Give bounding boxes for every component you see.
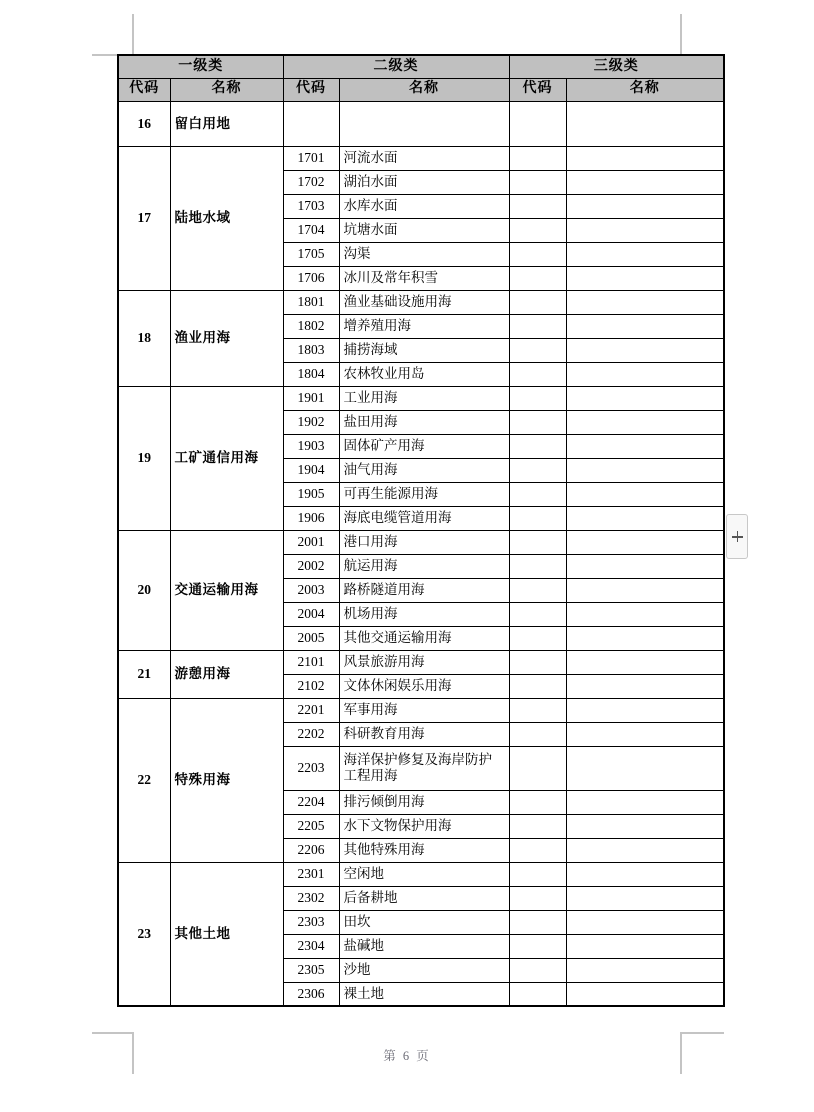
level2-name-cell: 工业用海 — [339, 386, 509, 410]
level2-name-cell: 航运用海 — [339, 554, 509, 578]
level3-code-cell — [509, 101, 566, 146]
table-row — [118, 386, 724, 410]
level2-code-cell: 2005 — [283, 626, 339, 650]
level2-name-cell: 增养殖用海 — [339, 314, 509, 338]
level3-name-cell — [566, 266, 724, 290]
level2-name-cell: 军事用海 — [339, 698, 509, 722]
land-use-classification-table — [117, 54, 725, 1007]
level3-name-cell — [566, 242, 724, 266]
level2-code-cell: 1801 — [283, 290, 339, 314]
level3-name-cell — [566, 814, 724, 838]
level2-code-cell: 1904 — [283, 458, 339, 482]
level3-name-cell — [566, 338, 724, 362]
level2-code-cell: 2303 — [283, 910, 339, 934]
level3-code-cell — [509, 170, 566, 194]
level2-code-cell: 2203 — [283, 746, 339, 790]
level3-code-cell — [509, 698, 566, 722]
level3-name-cell — [566, 386, 724, 410]
level2-code-cell: 1906 — [283, 506, 339, 530]
table-header-sub-row — [118, 78, 724, 101]
level2-code-cell: 2204 — [283, 790, 339, 814]
level2-code-cell: 1703 — [283, 194, 339, 218]
level1-code-cell: 19 — [118, 386, 170, 530]
level3-code-cell — [509, 578, 566, 602]
level2-code-cell: 2304 — [283, 934, 339, 958]
crop-mark-horizontal — [92, 1032, 134, 1034]
level2-code-cell: 2301 — [283, 862, 339, 886]
level3-code-cell — [509, 982, 566, 1006]
level2-code-cell — [283, 101, 339, 146]
level3-code-cell — [509, 458, 566, 482]
level2-code-cell: 2004 — [283, 602, 339, 626]
level2-name-cell: 盐田用海 — [339, 410, 509, 434]
level3-code-cell — [509, 674, 566, 698]
level1-name-cell: 特殊用海 — [170, 698, 283, 862]
header-level2-name: 名称 — [339, 78, 509, 101]
level3-name-cell — [566, 934, 724, 958]
header-level3-code: 代码 — [509, 78, 566, 101]
level3-code-cell — [509, 434, 566, 458]
level3-name-cell — [566, 146, 724, 170]
level2-name-cell: 坑塘水面 — [339, 218, 509, 242]
level2-code-cell: 2306 — [283, 982, 339, 1006]
level3-name-cell — [566, 886, 724, 910]
level3-name-cell — [566, 650, 724, 674]
level2-name-cell: 田坎 — [339, 910, 509, 934]
level3-name-cell — [566, 838, 724, 862]
level3-code-cell — [509, 338, 566, 362]
level2-name-cell: 渔业基础设施用海 — [339, 290, 509, 314]
level1-name-cell: 交通运输用海 — [170, 530, 283, 650]
level2-name-cell: 湖泊水面 — [339, 170, 509, 194]
level3-name-cell — [566, 314, 724, 338]
table-row — [118, 698, 724, 722]
level2-code-cell: 2305 — [283, 958, 339, 982]
level3-code-cell — [509, 290, 566, 314]
level2-name-cell: 排污倾倒用海 — [339, 790, 509, 814]
level2-name-cell: 盐碱地 — [339, 934, 509, 958]
level2-name-cell: 农林牧业用岛 — [339, 362, 509, 386]
level2-name-cell: 海底电缆管道用海 — [339, 506, 509, 530]
level2-name-cell: 捕捞海域 — [339, 338, 509, 362]
level2-name-cell: 沟渠 — [339, 242, 509, 266]
level3-code-cell — [509, 722, 566, 746]
level3-code-cell — [509, 626, 566, 650]
level2-name-cell: 裸土地 — [339, 982, 509, 1006]
level1-code-cell: 21 — [118, 650, 170, 698]
level2-name-cell: 港口用海 — [339, 530, 509, 554]
level2-code-cell: 2003 — [283, 578, 339, 602]
level3-code-cell — [509, 554, 566, 578]
header-level3-group: 三级类 — [509, 55, 724, 78]
level3-code-cell — [509, 602, 566, 626]
level3-name-cell — [566, 170, 724, 194]
page-footer: 第 6 页 — [383, 1049, 431, 1063]
level2-name-cell: 可再生能源用海 — [339, 482, 509, 506]
level2-code-cell: 2002 — [283, 554, 339, 578]
level3-code-cell — [509, 530, 566, 554]
level3-code-cell — [509, 790, 566, 814]
level3-name-cell — [566, 101, 724, 146]
level3-code-cell — [509, 886, 566, 910]
level2-code-cell: 2201 — [283, 698, 339, 722]
table-row — [118, 862, 724, 886]
level3-code-cell — [509, 958, 566, 982]
level2-name-cell: 水库水面 — [339, 194, 509, 218]
level3-name-cell — [566, 698, 724, 722]
level3-name-cell — [566, 530, 724, 554]
level2-name-cell: 空闲地 — [339, 862, 509, 886]
level2-name-cell: 冰川及常年积雪 — [339, 266, 509, 290]
add-row-button[interactable] — [726, 514, 748, 559]
level3-name-cell — [566, 506, 724, 530]
level2-code-cell: 2202 — [283, 722, 339, 746]
level3-name-cell — [566, 958, 724, 982]
level1-name-cell: 游憩用海 — [170, 650, 283, 698]
level3-code-cell — [509, 218, 566, 242]
level2-code-cell: 2206 — [283, 838, 339, 862]
level3-code-cell — [509, 266, 566, 290]
level3-name-cell — [566, 790, 724, 814]
level3-name-cell — [566, 218, 724, 242]
level2-name-cell: 河流水面 — [339, 146, 509, 170]
level3-name-cell — [566, 362, 724, 386]
level2-name-cell: 机场用海 — [339, 602, 509, 626]
level2-code-cell: 1802 — [283, 314, 339, 338]
level3-code-cell — [509, 934, 566, 958]
level3-code-cell — [509, 482, 566, 506]
level3-name-cell — [566, 602, 724, 626]
level3-code-cell — [509, 506, 566, 530]
level3-name-cell — [566, 626, 724, 650]
header-level2-group: 二级类 — [283, 55, 509, 78]
level2-name-cell: 科研教育用海 — [339, 722, 509, 746]
level3-name-cell — [566, 862, 724, 886]
header-level1-code: 代码 — [118, 78, 170, 101]
level2-code-cell: 2102 — [283, 674, 339, 698]
level2-name-cell: 路桥隧道用海 — [339, 578, 509, 602]
level3-code-cell — [509, 862, 566, 886]
level3-code-cell — [509, 910, 566, 934]
level1-name-cell: 留白用地 — [170, 101, 283, 146]
level2-name-cell: 固体矿产用海 — [339, 434, 509, 458]
level2-name-cell: 油气用海 — [339, 458, 509, 482]
header-level1-name: 名称 — [170, 78, 283, 101]
level1-code-cell: 20 — [118, 530, 170, 650]
level1-code-cell: 18 — [118, 290, 170, 386]
level2-name-cell: 沙地 — [339, 958, 509, 982]
level3-name-cell — [566, 194, 724, 218]
level1-name-cell: 陆地水域 — [170, 146, 283, 290]
level3-name-cell — [566, 746, 724, 790]
table-row — [118, 146, 724, 170]
level3-code-cell — [509, 386, 566, 410]
level2-code-cell: 1705 — [283, 242, 339, 266]
table-header — [118, 55, 724, 101]
level3-code-cell — [509, 814, 566, 838]
level3-name-cell — [566, 482, 724, 506]
level2-code-cell: 1803 — [283, 338, 339, 362]
level2-code-cell: 1704 — [283, 218, 339, 242]
level3-code-cell — [509, 362, 566, 386]
level3-code-cell — [509, 410, 566, 434]
crop-mark-vertical — [132, 14, 134, 56]
level2-name-cell: 风景旅游用海 — [339, 650, 509, 674]
table-body — [118, 101, 724, 1006]
table-header-group-row — [118, 55, 724, 78]
level2-code-cell: 1701 — [283, 146, 339, 170]
level2-code-cell: 2205 — [283, 814, 339, 838]
level3-name-cell — [566, 674, 724, 698]
level3-name-cell — [566, 290, 724, 314]
level3-name-cell — [566, 554, 724, 578]
level2-code-cell: 1804 — [283, 362, 339, 386]
level2-code-cell: 1702 — [283, 170, 339, 194]
level3-name-cell — [566, 434, 724, 458]
level3-name-cell — [566, 722, 724, 746]
level2-code-cell: 2001 — [283, 530, 339, 554]
level2-name-cell: 水下文物保护用海 — [339, 814, 509, 838]
level2-code-cell: 1905 — [283, 482, 339, 506]
level3-name-cell — [566, 910, 724, 934]
level3-code-cell — [509, 650, 566, 674]
level3-code-cell — [509, 314, 566, 338]
table-row — [118, 530, 724, 554]
level1-name-cell: 工矿通信用海 — [170, 386, 283, 530]
level3-name-cell — [566, 410, 724, 434]
level2-code-cell: 1903 — [283, 434, 339, 458]
level1-code-cell: 16 — [118, 101, 170, 146]
header-level1-group: 一级类 — [118, 55, 283, 78]
table-row — [118, 650, 724, 674]
level3-name-cell — [566, 578, 724, 602]
level3-code-cell — [509, 838, 566, 862]
header-level3-name: 名称 — [566, 78, 724, 101]
table-row — [118, 290, 724, 314]
header-level2-code: 代码 — [283, 78, 339, 101]
level2-code-cell: 1901 — [283, 386, 339, 410]
level1-code-cell: 22 — [118, 698, 170, 862]
level2-code-cell: 2302 — [283, 886, 339, 910]
level2-code-cell: 2101 — [283, 650, 339, 674]
level2-name-cell: 文体休闲娱乐用海 — [339, 674, 509, 698]
level2-name-cell: 后备耕地 — [339, 886, 509, 910]
level1-code-cell: 17 — [118, 146, 170, 290]
crop-mark-vertical — [680, 14, 682, 56]
level2-code-cell: 1706 — [283, 266, 339, 290]
table-row — [118, 101, 724, 146]
level1-name-cell: 渔业用海 — [170, 290, 283, 386]
level2-code-cell: 1902 — [283, 410, 339, 434]
plus-icon — [732, 531, 743, 542]
crop-mark-horizontal — [682, 1032, 724, 1034]
level1-name-cell: 其他土地 — [170, 862, 283, 1006]
level2-name-cell: 其他交通运输用海 — [339, 626, 509, 650]
level3-code-cell — [509, 242, 566, 266]
level3-code-cell — [509, 194, 566, 218]
level3-code-cell — [509, 146, 566, 170]
level1-code-cell: 23 — [118, 862, 170, 1006]
level3-code-cell — [509, 746, 566, 790]
level3-name-cell — [566, 458, 724, 482]
level3-name-cell — [566, 982, 724, 1006]
level2-name-cell — [339, 101, 509, 146]
level2-name-cell: 其他特殊用海 — [339, 838, 509, 862]
level2-name-cell: 海洋保护修复及海岸防护工程用海 — [339, 746, 509, 790]
